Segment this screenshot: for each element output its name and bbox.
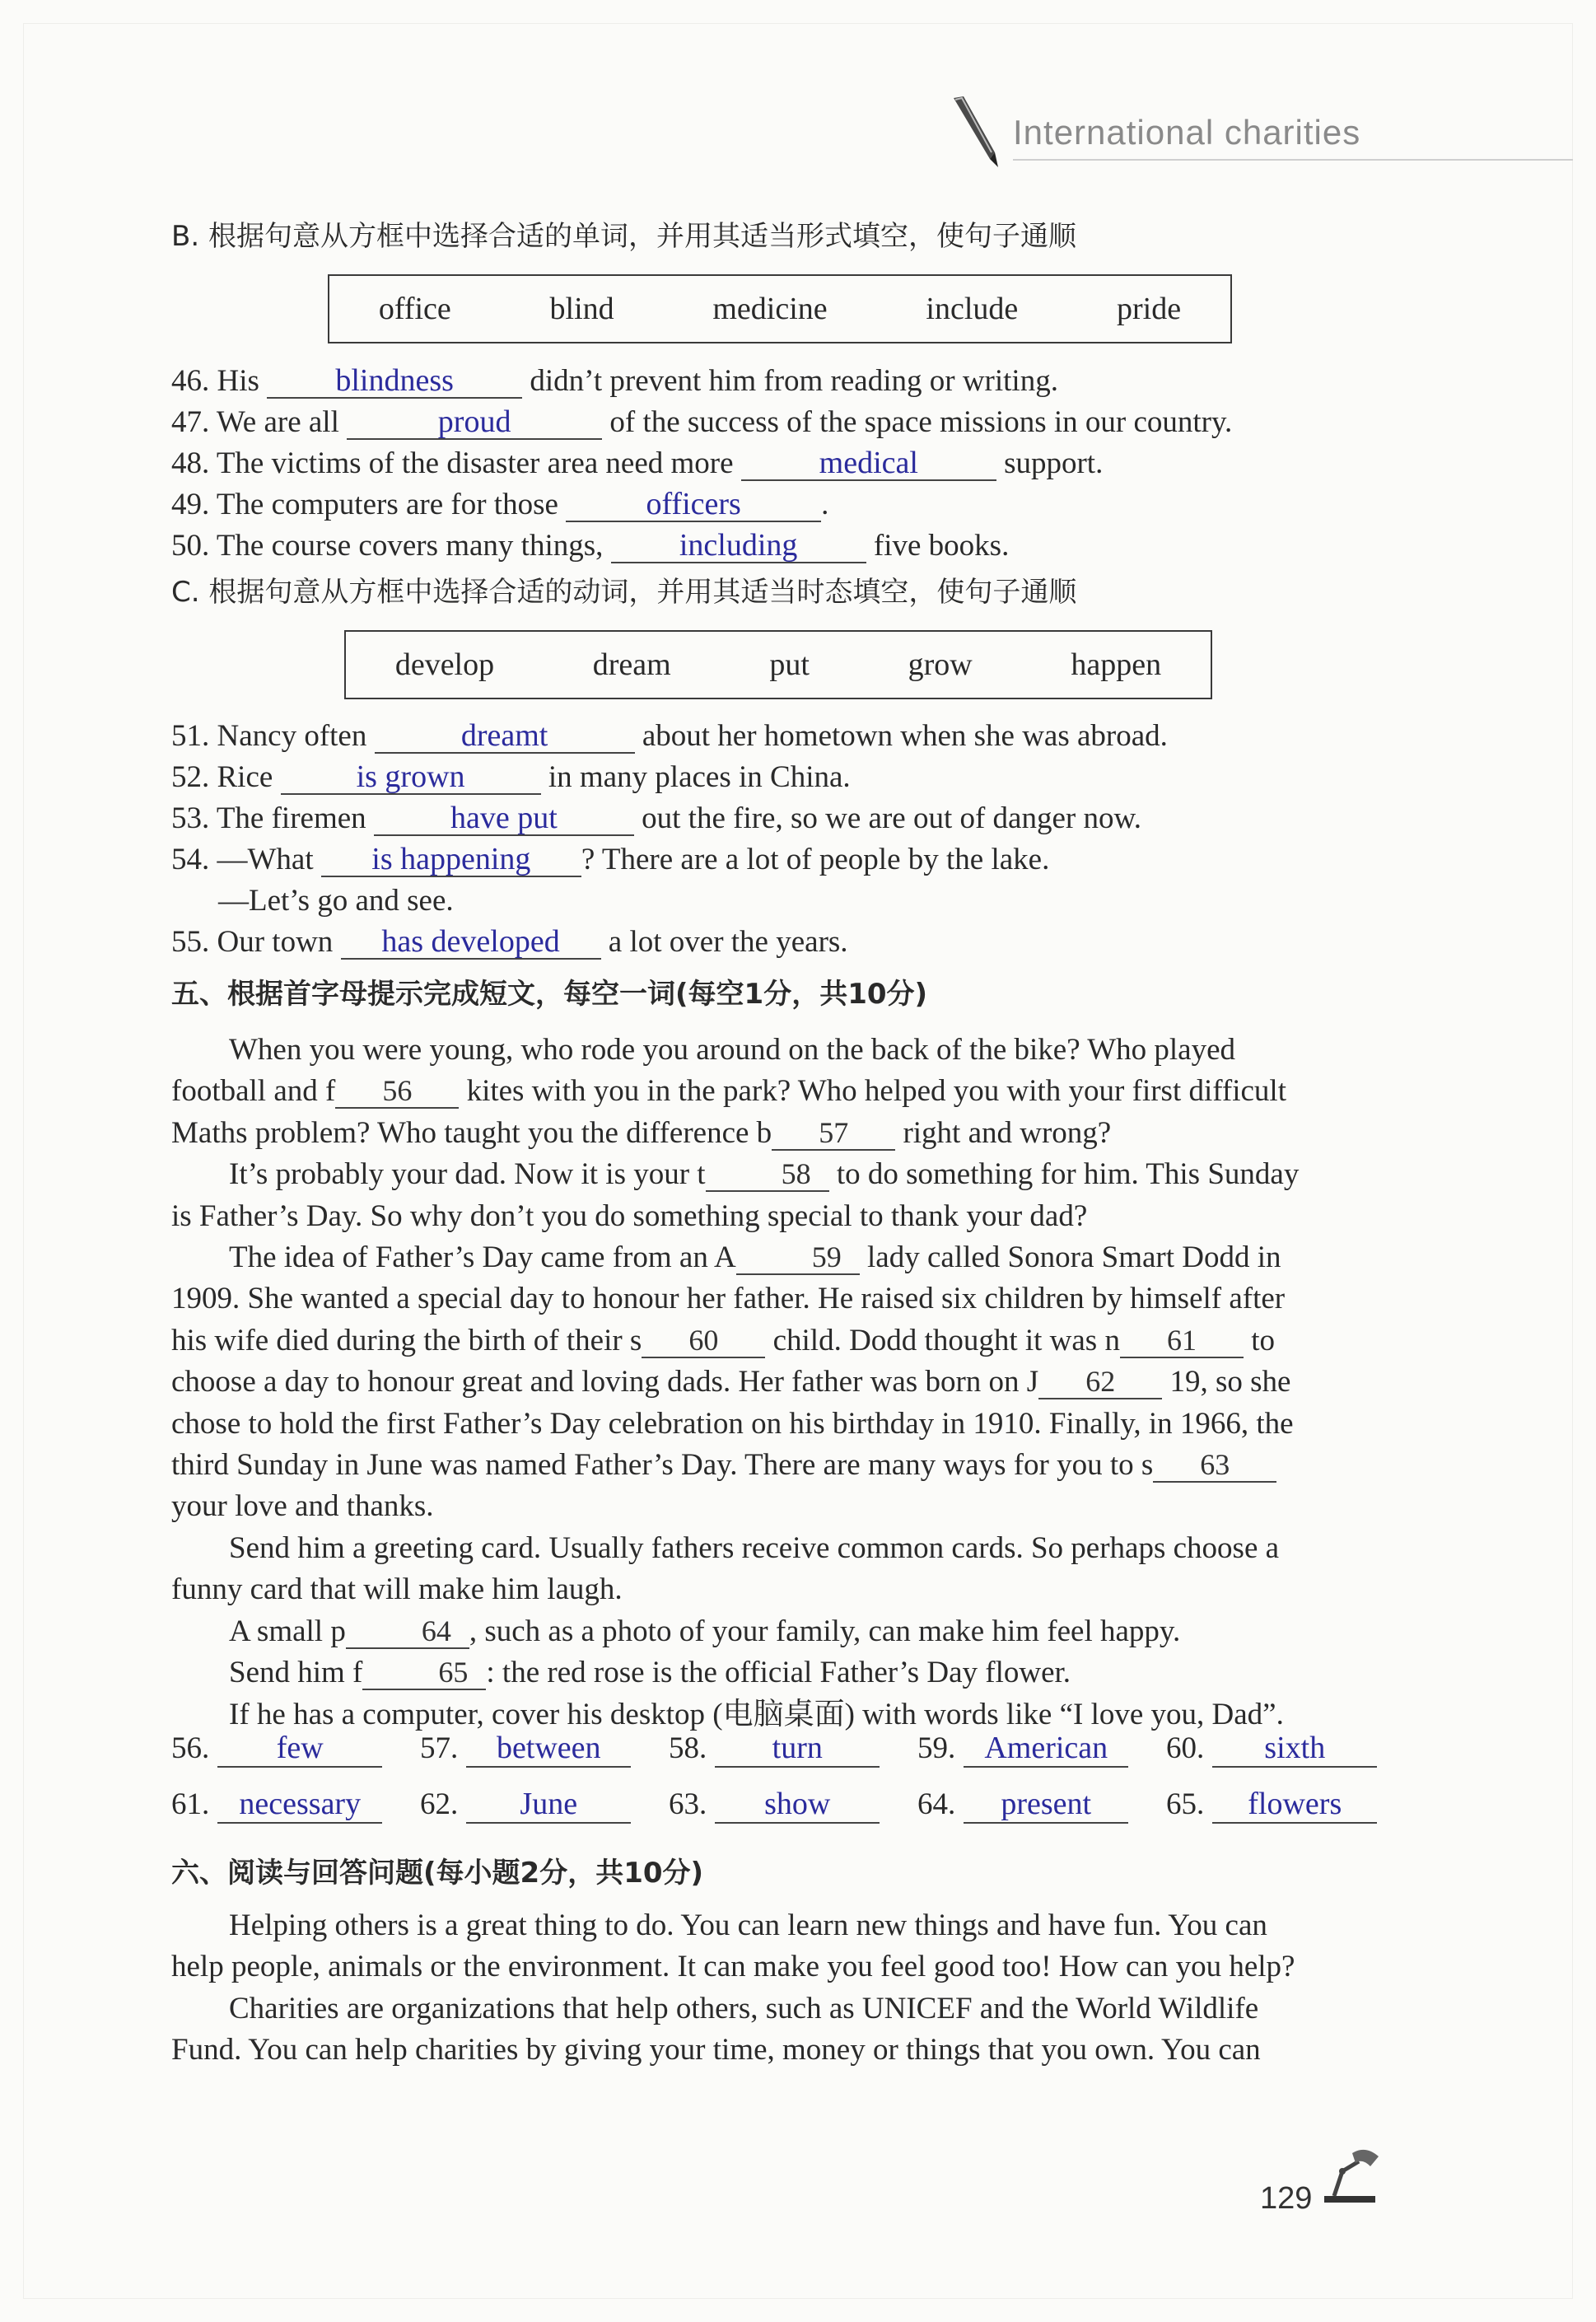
question-51: 51. Nancy often dreamt about her hometown when she was abroad. — [171, 718, 1168, 753]
header-title: International charities — [1013, 113, 1361, 152]
answer-blank: dreamt — [375, 719, 635, 754]
cloze-blank: 56 — [335, 1074, 459, 1109]
question-55: 55. Our town has developed a lot over the years. — [171, 924, 848, 959]
question-48: 48. The victims of the disaster area need more medical support. — [171, 446, 1104, 480]
cloze-blank: 64 — [346, 1614, 469, 1649]
pen-icon — [947, 95, 1005, 169]
question-53: 53. The firemen have put out the fire, so we are out of danger now. — [171, 801, 1142, 835]
cloze-blank: 61 — [1120, 1324, 1244, 1358]
answer-item: 60. sixth — [1166, 1730, 1415, 1768]
answer-blank: is happening — [321, 843, 581, 877]
answers-row — [171, 1786, 1415, 1824]
section-6-heading: 六、阅读与回答问题(每小题2分，共10分) — [171, 1857, 704, 1890]
word-box-item: include — [926, 292, 1019, 326]
page-number: 129 — [1260, 2181, 1313, 2216]
question-54: 54. —What is happening ? There are a lot of people by the lake. — [171, 842, 1050, 876]
answer-item: 62. June — [420, 1786, 669, 1824]
answer-item: 63. show — [669, 1786, 917, 1824]
answer-item: 57. between — [420, 1730, 669, 1768]
word-box-item: grow — [908, 647, 973, 682]
answer-item: 61. necessary — [171, 1786, 420, 1824]
word-box-item: medicine — [712, 292, 828, 326]
header-rule — [1013, 159, 1573, 161]
section-b-instruction: B. 根据句意从方框中选择合适的单词，并用其适当形式填空，使句子通顺 — [171, 220, 1076, 253]
question-46: 46. His blindness didn’t prevent him from reading or writing. — [171, 363, 1058, 398]
answer-blank: including — [611, 529, 866, 563]
answer-blank: proud — [347, 405, 602, 440]
answer-blank: blindness — [267, 364, 522, 399]
cloze-blank: 59 — [736, 1240, 860, 1275]
section-c-instruction: C. 根据句意从方框中选择合适的动词，并用其适当时态填空，使句子通顺 — [171, 576, 1077, 609]
word-box-item: pride — [1116, 292, 1182, 326]
word-box-item: blind — [549, 292, 614, 326]
answer-item: 56. few — [171, 1730, 420, 1768]
answer-blank: officers — [566, 488, 821, 522]
word-box-item: office — [378, 292, 451, 326]
answer-blank: is grown — [281, 760, 541, 795]
cloze-blank: 57 — [772, 1116, 895, 1151]
cloze-blank: 63 — [1153, 1448, 1276, 1483]
question-49: 49. The computers are for those officers . — [171, 487, 829, 521]
cloze-blank: 58 — [706, 1157, 829, 1192]
word-box-item: put — [769, 647, 810, 682]
word-box-item: dream — [592, 647, 671, 682]
section-5-heading: 五、根据首字母提示完成短文，每空一词(每空1分，共10分) — [171, 978, 928, 1011]
answers-row — [171, 1730, 1415, 1768]
cloze-blank: 65 — [362, 1656, 486, 1690]
desk-lamp-icon — [1318, 2142, 1392, 2208]
reading-passage: Helping others is a great thing to do. You can learn new things and have fun. You can help people, animals or the environment. It can make you feel good too! How can you help? Charities are organizations that help others, such as UNICEF and the World Wildlife Fund. You can help charities by giving your time, money or things that you own. You can — [171, 1909, 1295, 2067]
page-header — [947, 95, 1573, 169]
question-47: 47. We are all proud of the success of the space missions in our country. — [171, 404, 1233, 439]
answer-blank: has developed — [341, 925, 601, 960]
cloze-blank: 60 — [642, 1324, 765, 1358]
question-54-reply: —Let’s go and see. — [218, 884, 454, 918]
answer-blank: have put — [374, 801, 634, 836]
answer-item: 65. flowers — [1166, 1786, 1415, 1824]
question-52: 52. Rice is grown in many places in China. — [171, 759, 851, 794]
cloze-blank: 62 — [1038, 1365, 1162, 1399]
answer-item: 58. turn — [669, 1730, 917, 1768]
question-50: 50. The course covers many things, including five books. — [171, 528, 1010, 563]
section-b-word-box — [328, 274, 1232, 343]
cloze-passage: When you were young, who rode you around on the back of the bike? Who played football and f 56 kites with you in the park? Who helped you with your first difficult Maths problem? Who taught you the difference b 57 right and wrong? It’s probably your dad. Now it is your t 58 to do something for him. This Sunday is Father’s Day. So why don’t you do something special to thank your dad? The idea of Father’s Day came from an A 59 lady called Sonora Smart Dodd in 1909. She wanted a special day to honour her father. He raised six children by himself after his wife died during the birth of their s 60 child. Dodd thought it was n 61 to choose a day to honour great and loving dads. Her father was born on J 62 19, so she chose to hold the first Father’s Day celebration on his birthday in 1910. Finally, in 1966, the third Sunday in June was named Father’s Day. There are many ways for you to s 63 your love and thanks. Send him a greeting card. Usually fathers receive common cards. So perhaps choose a funny card that will make him laugh. A small p 64 , such as a photo of your family, can make him feel happy. Send him f 65 : the red rose is the official Father’s Day flower. If he has a computer, cover his desktop (电脑桌面) with words like “I love you, Dad”. — [171, 1033, 1300, 1731]
answer-item: 64. present — [917, 1786, 1166, 1824]
answer-item: 59. American — [917, 1730, 1166, 1768]
word-box-item: develop — [394, 647, 495, 682]
section-c-word-box — [344, 630, 1212, 699]
answer-blank: medical — [741, 446, 996, 481]
word-box-item: happen — [1071, 647, 1162, 682]
